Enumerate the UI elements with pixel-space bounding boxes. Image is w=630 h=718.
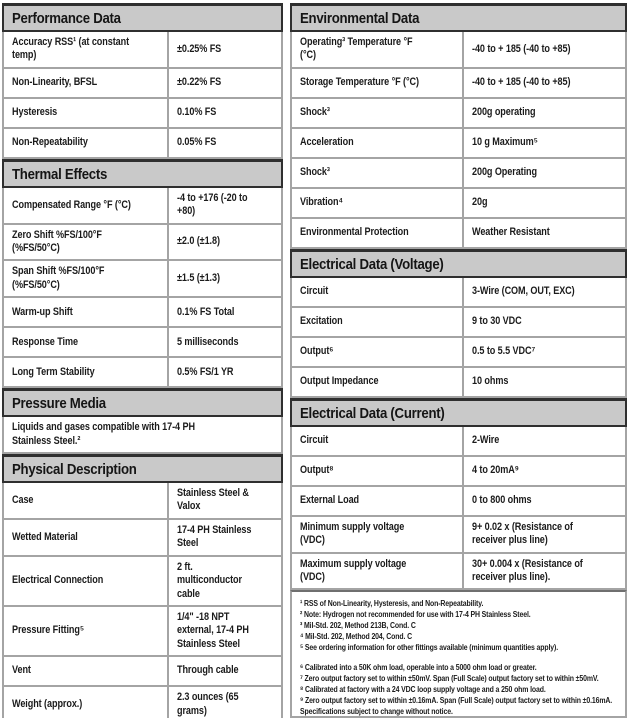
footnote-line-text: ⁸ Calibrated at factory with a 24 VDC loop supply voltage and a 250 ohm load. [300,684,546,695]
row-label-text: Non-Repeatability [12,136,88,149]
pressure-media-note-text: Liquids and gases compatible with 17-4 PH Stainless Steel.² [12,421,195,447]
table-row [292,457,625,487]
table-row [4,69,281,99]
row-label [4,358,167,386]
row-label-text: External Load [300,494,360,507]
row-label-text: Zero Shift %FS/100°F (%FS/50°C) [12,228,102,255]
row-label [292,69,462,97]
row-value [462,189,625,217]
footnote-line [300,706,617,717]
row-label [292,427,462,455]
row-value-text: Weather Resistant [472,226,550,239]
row-label-text: Shock³ [300,106,330,119]
table-row [4,520,281,557]
row-value-text: -4 to +176 (-20 to +80) [177,191,248,218]
table-row [4,657,281,687]
row-value [167,358,281,386]
row-value-text: 10 g Maximum⁵ [472,136,538,149]
footnote-line [300,642,617,653]
table-row [4,328,281,358]
footnote-line [300,598,617,609]
section-title: Environmental Data [300,10,420,27]
footnote-line-text: ¹ RSS of Non-Linearity, Hysteresis, and Non-Repeatability. [300,598,484,609]
row-value-text: 10 ohms [472,375,509,388]
row-value-text: 0.5 to 5.5 VDC⁷ [472,345,536,358]
row-label [292,219,462,247]
row-value [167,261,281,296]
table-row [4,261,281,298]
footnote-line [300,684,617,695]
row-label-text: Acceleration [300,136,354,149]
footnote-line-text: ⁷ Zero output factory set to within ±50mV. Span (Full Scale) output factory set to within ±50mV. [300,673,599,684]
table-row [4,607,281,657]
row-label [4,657,167,685]
row-label [292,368,462,396]
row-value [167,483,281,518]
row-label-text: Minimum supply voltage (VDC) [300,520,405,547]
section-body-thermal-effects [2,188,283,388]
row-label-text: Environmental Protection [300,226,409,239]
section-body-environmental-data [290,32,627,249]
row-value-text: 0.5% FS/1 YR [177,365,234,378]
row-label [4,557,167,605]
row-value-text: 1/4" -18 NPT external, 17-4 PH Stainless Steel [177,610,249,650]
footnote-group-spacer [300,653,617,662]
row-value [462,554,625,589]
footnote-line [300,662,617,673]
footnote-line-text: ² Note: Hydrogen not recommended for use with 17-4 PH Stainless Steel. [300,609,531,620]
row-value [462,517,625,552]
table-row [4,99,281,129]
row-value [167,129,281,157]
row-label [292,129,462,157]
section-header-electrical-data-current [290,398,627,427]
row-value-text: 2-Wire [472,434,500,447]
table-row [292,427,625,457]
footnote-line [300,609,617,620]
row-label-text: Vibration⁴ [300,196,343,209]
row-label [292,308,462,336]
table-row [4,225,281,262]
row-value [167,225,281,260]
row-value [167,69,281,97]
row-label [292,554,462,589]
footnote-line-text: ⁵ See ordering information for other fittings available (minimum quantities apply). [300,642,559,653]
row-value-text: 17-4 PH Stainless Steel [177,523,252,550]
footnotes-box [290,590,627,718]
row-value [462,308,625,336]
row-value [462,159,625,187]
row-value [167,328,281,356]
table-row [292,159,625,189]
row-label [4,188,167,223]
row-value [167,298,281,326]
footnote-line-text: ³ Mil-Std. 202, Method 213B, Cond. C [300,620,416,631]
table-row [292,517,625,554]
section-header-pressure-media [2,388,283,417]
row-label-text: Shock³ [300,166,330,179]
row-label-text: Operating³ Temperature °F (°C) [300,36,413,62]
row-value-text: ±1.5 (±1.3) [177,272,220,285]
row-value-text: 2 ft. multiconductor cable [177,560,242,600]
row-value-text: 9 to 30 VDC [472,315,522,328]
row-label-text: Maximum supply voltage (VDC) [300,557,407,584]
row-value [462,129,625,157]
row-label [4,328,167,356]
row-label-text: Pressure Fitting⁵ [12,624,85,637]
row-value-text: 0 to 800 ohms [472,494,532,507]
row-value [167,657,281,685]
section-header-environmental-data [290,3,627,32]
table-row [292,308,625,338]
section-header-performance-data [2,3,283,32]
row-label [292,99,462,127]
row-value-text: 9+ 0.02 x (Resistance of receiver plus line) [472,520,573,547]
row-value-text: 0.05% FS [177,136,217,149]
right-spec-column [290,3,627,718]
row-value [462,278,625,306]
table-row [292,32,625,69]
row-label-text: Case [12,493,34,506]
row-label-text: Wetted Material [12,530,78,543]
row-value [167,520,281,555]
table-row [4,358,281,388]
row-value-text: ±0.25% FS [177,42,222,55]
table-row [4,483,281,520]
row-label [292,278,462,306]
row-label-text: Circuit [300,434,329,447]
row-label [4,520,167,555]
row-label [292,487,462,515]
row-label [4,261,167,296]
row-label [292,338,462,366]
row-value-text: 5 milliseconds [177,335,239,348]
section-title: Electrical Data (Current) [300,404,445,422]
row-value [462,69,625,97]
row-value-text: 20g [472,196,488,209]
row-label [4,298,167,326]
table-row [292,219,625,249]
row-label-text: Excitation [300,315,343,328]
table-row [4,557,281,607]
table-row [292,338,625,368]
row-label [4,69,167,97]
row-value [462,338,625,366]
row-label [4,483,167,518]
table-row [292,129,625,159]
section-title: Performance Data [12,10,121,27]
row-label-text: Non-Linearity, BFSL [12,76,98,89]
row-label-text: Vent [12,664,31,677]
row-label-text: Long Term Stability [12,365,95,378]
row-value-text: 0.10% FS [177,106,217,119]
row-label [4,32,167,67]
row-value [167,557,281,605]
row-value [462,99,625,127]
footnote-line-text: Specifications subject to change without notice. [300,706,453,717]
row-label [292,189,462,217]
table-row [292,554,625,591]
table-row [4,188,281,225]
row-label-text: Output⁶ [300,345,334,358]
row-value-text: Through cable [177,664,239,677]
footnote-line [300,620,617,631]
row-value [167,607,281,655]
section-header-thermal-effects [2,159,283,188]
section-title: Physical Description [12,461,137,479]
row-value-text: 0.1% FS Total [177,305,235,318]
table-row [4,417,281,454]
table-row [4,129,281,159]
table-row [292,69,625,99]
row-label [4,129,167,157]
row-label [4,607,167,655]
footnote-line-text: ⁴ Mil-Std. 202, Method 204, Cond. C [300,631,412,642]
row-value [167,32,281,67]
row-label [292,32,462,67]
row-label-text: Warm-up Shift [12,305,73,318]
row-value-text: 30+ 0.004 x (Resistance of receiver plus line). [472,557,583,584]
row-value [462,457,625,485]
row-label-text: Response Time [12,335,78,348]
table-row [292,278,625,308]
footnote-line-text: ⁹ Zero output factory set to within ±0.16mA. Span (Full Scale) output factory set to within ±0.16mA. [300,695,613,706]
row-value-text: 3-Wire (COM, OUT, EXC) [472,285,575,298]
row-label-text: Output⁸ [300,464,334,477]
footnote-line-text: ⁶ Calibrated into a 50K ohm load, operable into a 5000 ohm load or greater. [300,662,537,673]
row-value-text: 200g operating [472,106,536,119]
row-value [167,188,281,223]
table-row [4,298,281,328]
section-title: Electrical Data (Voltage) [300,255,444,273]
row-label [4,687,167,718]
row-value-text: 2.3 ounces (65 grams) [177,691,239,717]
pressure-media-note [4,417,281,452]
row-value [462,219,625,247]
footnote-line [300,695,617,706]
section-body-physical-description [2,483,283,718]
row-label [292,159,462,187]
footnote-line [300,673,617,684]
row-label-text: Span Shift %FS/100°F (%FS/50°C) [12,265,105,291]
section-title: Thermal Effects [12,165,108,183]
row-label-text: Compensated Range °F (°C) [12,198,131,211]
row-value-text: ±0.22% FS [177,76,222,89]
row-label [4,225,167,260]
section-body-electrical-data-voltage [290,278,627,398]
row-value [167,99,281,127]
row-label-text: Circuit [300,285,329,298]
table-row [292,368,625,398]
row-value-text: -40 to + 185 (-40 to +85) [472,42,571,55]
table-row [292,189,625,219]
section-body-performance-data [2,32,283,159]
row-value-text: Stainless Steel & Valox [177,487,249,513]
section-body-pressure-media [2,417,283,454]
table-row [292,487,625,517]
row-value [167,687,281,718]
row-value-text: 200g Operating [472,166,537,179]
row-value-text: -40 to + 185 (-40 to +85) [472,76,571,89]
table-row [4,687,281,718]
table-row [292,99,625,129]
row-value-text: 4 to 20mA⁹ [472,464,519,477]
row-value [462,427,625,455]
row-value [462,487,625,515]
row-label-text: Weight (approx.) [12,697,83,710]
section-title: Pressure Media [12,395,106,413]
section-header-electrical-data-voltage [290,249,627,278]
row-value [462,32,625,67]
row-label-text: Storage Temperature °F (°C) [300,76,419,89]
section-header-physical-description [2,454,283,483]
row-label-text: Output Impedance [300,375,379,388]
row-label [4,99,167,127]
table-row [4,32,281,69]
row-label-text: Electrical Connection [12,574,104,587]
row-label-text: Accuracy RSS¹ (at constant temp) [12,36,130,62]
left-spec-column [2,3,283,718]
row-value-text: ±2.0 (±1.8) [177,235,220,248]
section-body-electrical-data-current [290,427,627,591]
footnote-line [300,631,617,642]
row-label [292,457,462,485]
row-label [292,517,462,552]
row-label-text: Hysteresis [12,106,58,119]
row-value [462,368,625,396]
